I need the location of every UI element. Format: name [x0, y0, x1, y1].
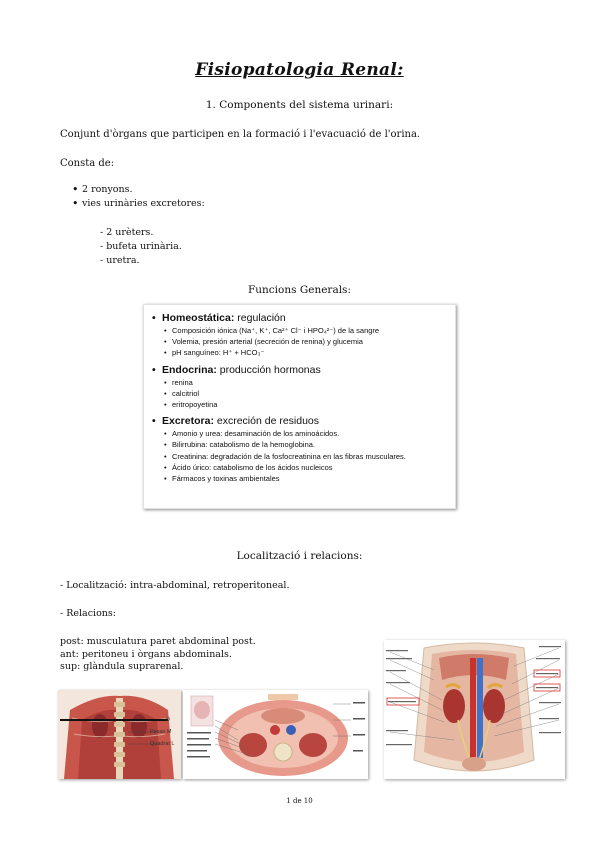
list-item: - bufeta urinària.: [100, 241, 182, 252]
localization-heading: Localització i relacions:: [236, 550, 363, 562]
cross-section-image: [183, 690, 368, 779]
label-d: D: [166, 717, 170, 723]
functions-heading: Funcions Generals:: [247, 284, 351, 296]
section-heading: 1. Components del sistema urinari:: [205, 99, 394, 111]
list-item: • Fármacos y toxinas ambientales: [152, 473, 447, 484]
page-number: 1 de 10: [286, 797, 313, 805]
components-list: [70, 183, 205, 211]
list-item: • 2 ronyons.: [82, 183, 205, 197]
label-quadrat: Quadrat L: [150, 741, 175, 747]
homeostatica-heading: • Homeostática: regulación: [152, 312, 286, 324]
list-item: - 2 urèters.: [100, 227, 154, 238]
list-item: • vies urinàries excretores:: [82, 197, 205, 211]
list-item: • Bilirrubina: catabolismo de la hemoglobina.: [152, 439, 447, 450]
localization-text: - Localització: intra-abdominal, retroperitoneal.: [60, 580, 290, 591]
cross-section-illustration: [183, 690, 368, 779]
intro-paragraph: Conjunt d'òrgans que participen en la formació i l'evacuació de l'orina.: [60, 129, 421, 140]
front-anatomy-illustration: [384, 640, 565, 779]
consta-label: Consta de:: [60, 158, 115, 169]
page-title: Fisiopatologia Renal:: [195, 60, 404, 80]
endocrina-heading: • Endocrina: producción hormonas: [152, 363, 321, 376]
list-item: • renina: [152, 377, 447, 388]
list-item: ant: peritoneu i òrgans abdominals.: [60, 648, 232, 660]
list-item: post: musculatura paret abdominal post.: [60, 636, 256, 647]
functions-box: [143, 304, 456, 509]
list-item: - uretra.: [100, 255, 140, 266]
list-item: • Volemia, presión arterial (secreción de renina) y glucemia: [152, 336, 447, 347]
back-anatomy-image: [58, 690, 181, 779]
list-item: • eritropoyetina: [152, 399, 447, 410]
vies-list: [100, 226, 182, 268]
list-item: sup: glàndula suprarenal.: [60, 661, 184, 672]
list-item: • Creatinina: degradación de la fosfocreatinina en las fibras musculares.: [152, 451, 447, 462]
list-item: • Amonio y urea: desaminación de los aminoácidos.: [152, 428, 447, 439]
list-item: • pH sanguíneo: H⁺ + HCO₃⁻: [152, 347, 447, 358]
excretora-heading: • Excretora: excreción de residuos: [152, 415, 320, 428]
list-item: • Composición iónica (Na⁺, K⁺, Ca²⁺ Cl⁻ i HPO₄²⁻) de la sangre: [152, 325, 447, 336]
list-item: • calcitriol: [152, 388, 447, 399]
front-anatomy-image: [384, 640, 565, 779]
relations-label: - Relacions:: [60, 608, 116, 619]
label-psoas: Psoas M: [150, 729, 172, 735]
list-item: • Ácido úrico: catabolismo de los ácidos nucleicos: [152, 462, 447, 473]
relations-list: [60, 636, 256, 674]
